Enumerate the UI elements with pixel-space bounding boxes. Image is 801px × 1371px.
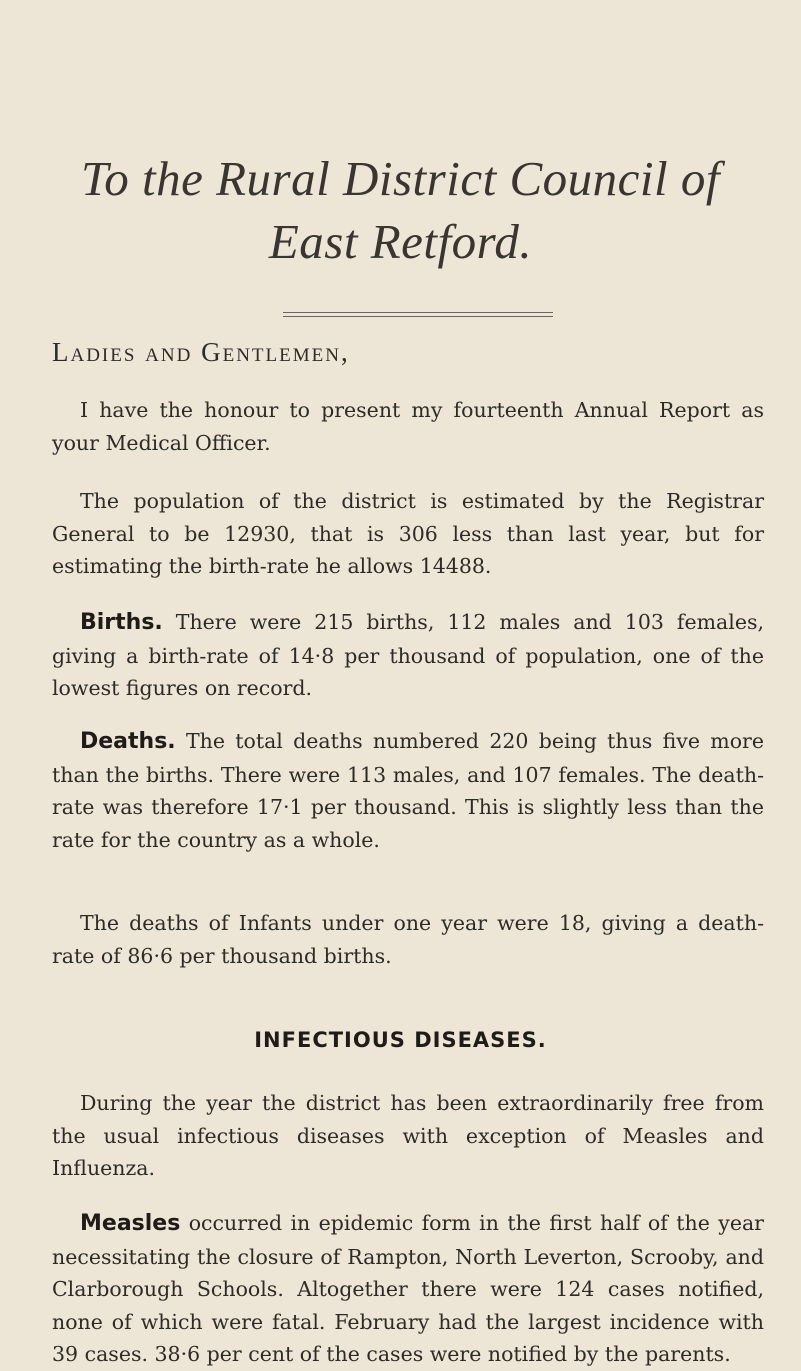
paragraph-measles [52, 1207, 764, 1371]
title-line-2: East Retford. [268, 214, 533, 269]
paragraph-deaths [52, 725, 764, 856]
title-rule-top [283, 312, 553, 313]
paragraph-births [52, 606, 764, 705]
births-heading: Births. [80, 610, 163, 635]
measles-text: occurred in epidemic form in the first half of the year necessitating the closure of Rampton, North Leverton, Scrooby, and Clarborough Schools. Altogether there were 124 cases notified, none of which were fatal. February had the largest incidence with 39 cases. 38·6 per cent of the cases were notified by the parents. [52, 1211, 764, 1366]
salutation [52, 337, 350, 368]
births-text: There were 215 births, 112 males and 103 females, giving a birth-rate of 14·8 per thousand of population, one of the lowest figures on record. [52, 610, 764, 700]
measles-heading: Measles [80, 1211, 181, 1236]
paragraph-intro [52, 394, 764, 459]
salutation-text: Ladies and Gentlemen, [52, 337, 350, 367]
title-rule-bottom [283, 316, 553, 317]
paragraph-infectious-intro [52, 1087, 764, 1185]
deaths-text: The total deaths numbered 220 being thus five more than the births. There were 113 males, and 107 females. The death-rate was therefore 17·1 per thousand. This is slightly less than the rate for the country as a whole. [52, 729, 764, 852]
population-text: The population of the district is estimated by the Registrar General to be 12930, that is 306 less than last year, but for estimating the birth-rate he allows 14488. [52, 489, 764, 578]
title-line-1: To the Rural District Council of [81, 151, 720, 206]
deaths-heading: Deaths. [80, 729, 176, 754]
intro-text: I have the honour to present my fourteenth Annual Report as your Medical Officer. [52, 398, 764, 455]
section-heading-infectious-diseases: INFECTIOUS DISEASES. [254, 1028, 547, 1052]
paragraph-population [52, 485, 764, 583]
infants-text: The deaths of Infants under one year were 18, giving a death-rate of 86·6 per thousand births. [52, 911, 764, 968]
infectious-intro-text: During the year the district has been extraordinarily free from the usual infectious diseases with exception of Measles and Influenza. [52, 1091, 764, 1180]
paragraph-infants [52, 907, 764, 972]
